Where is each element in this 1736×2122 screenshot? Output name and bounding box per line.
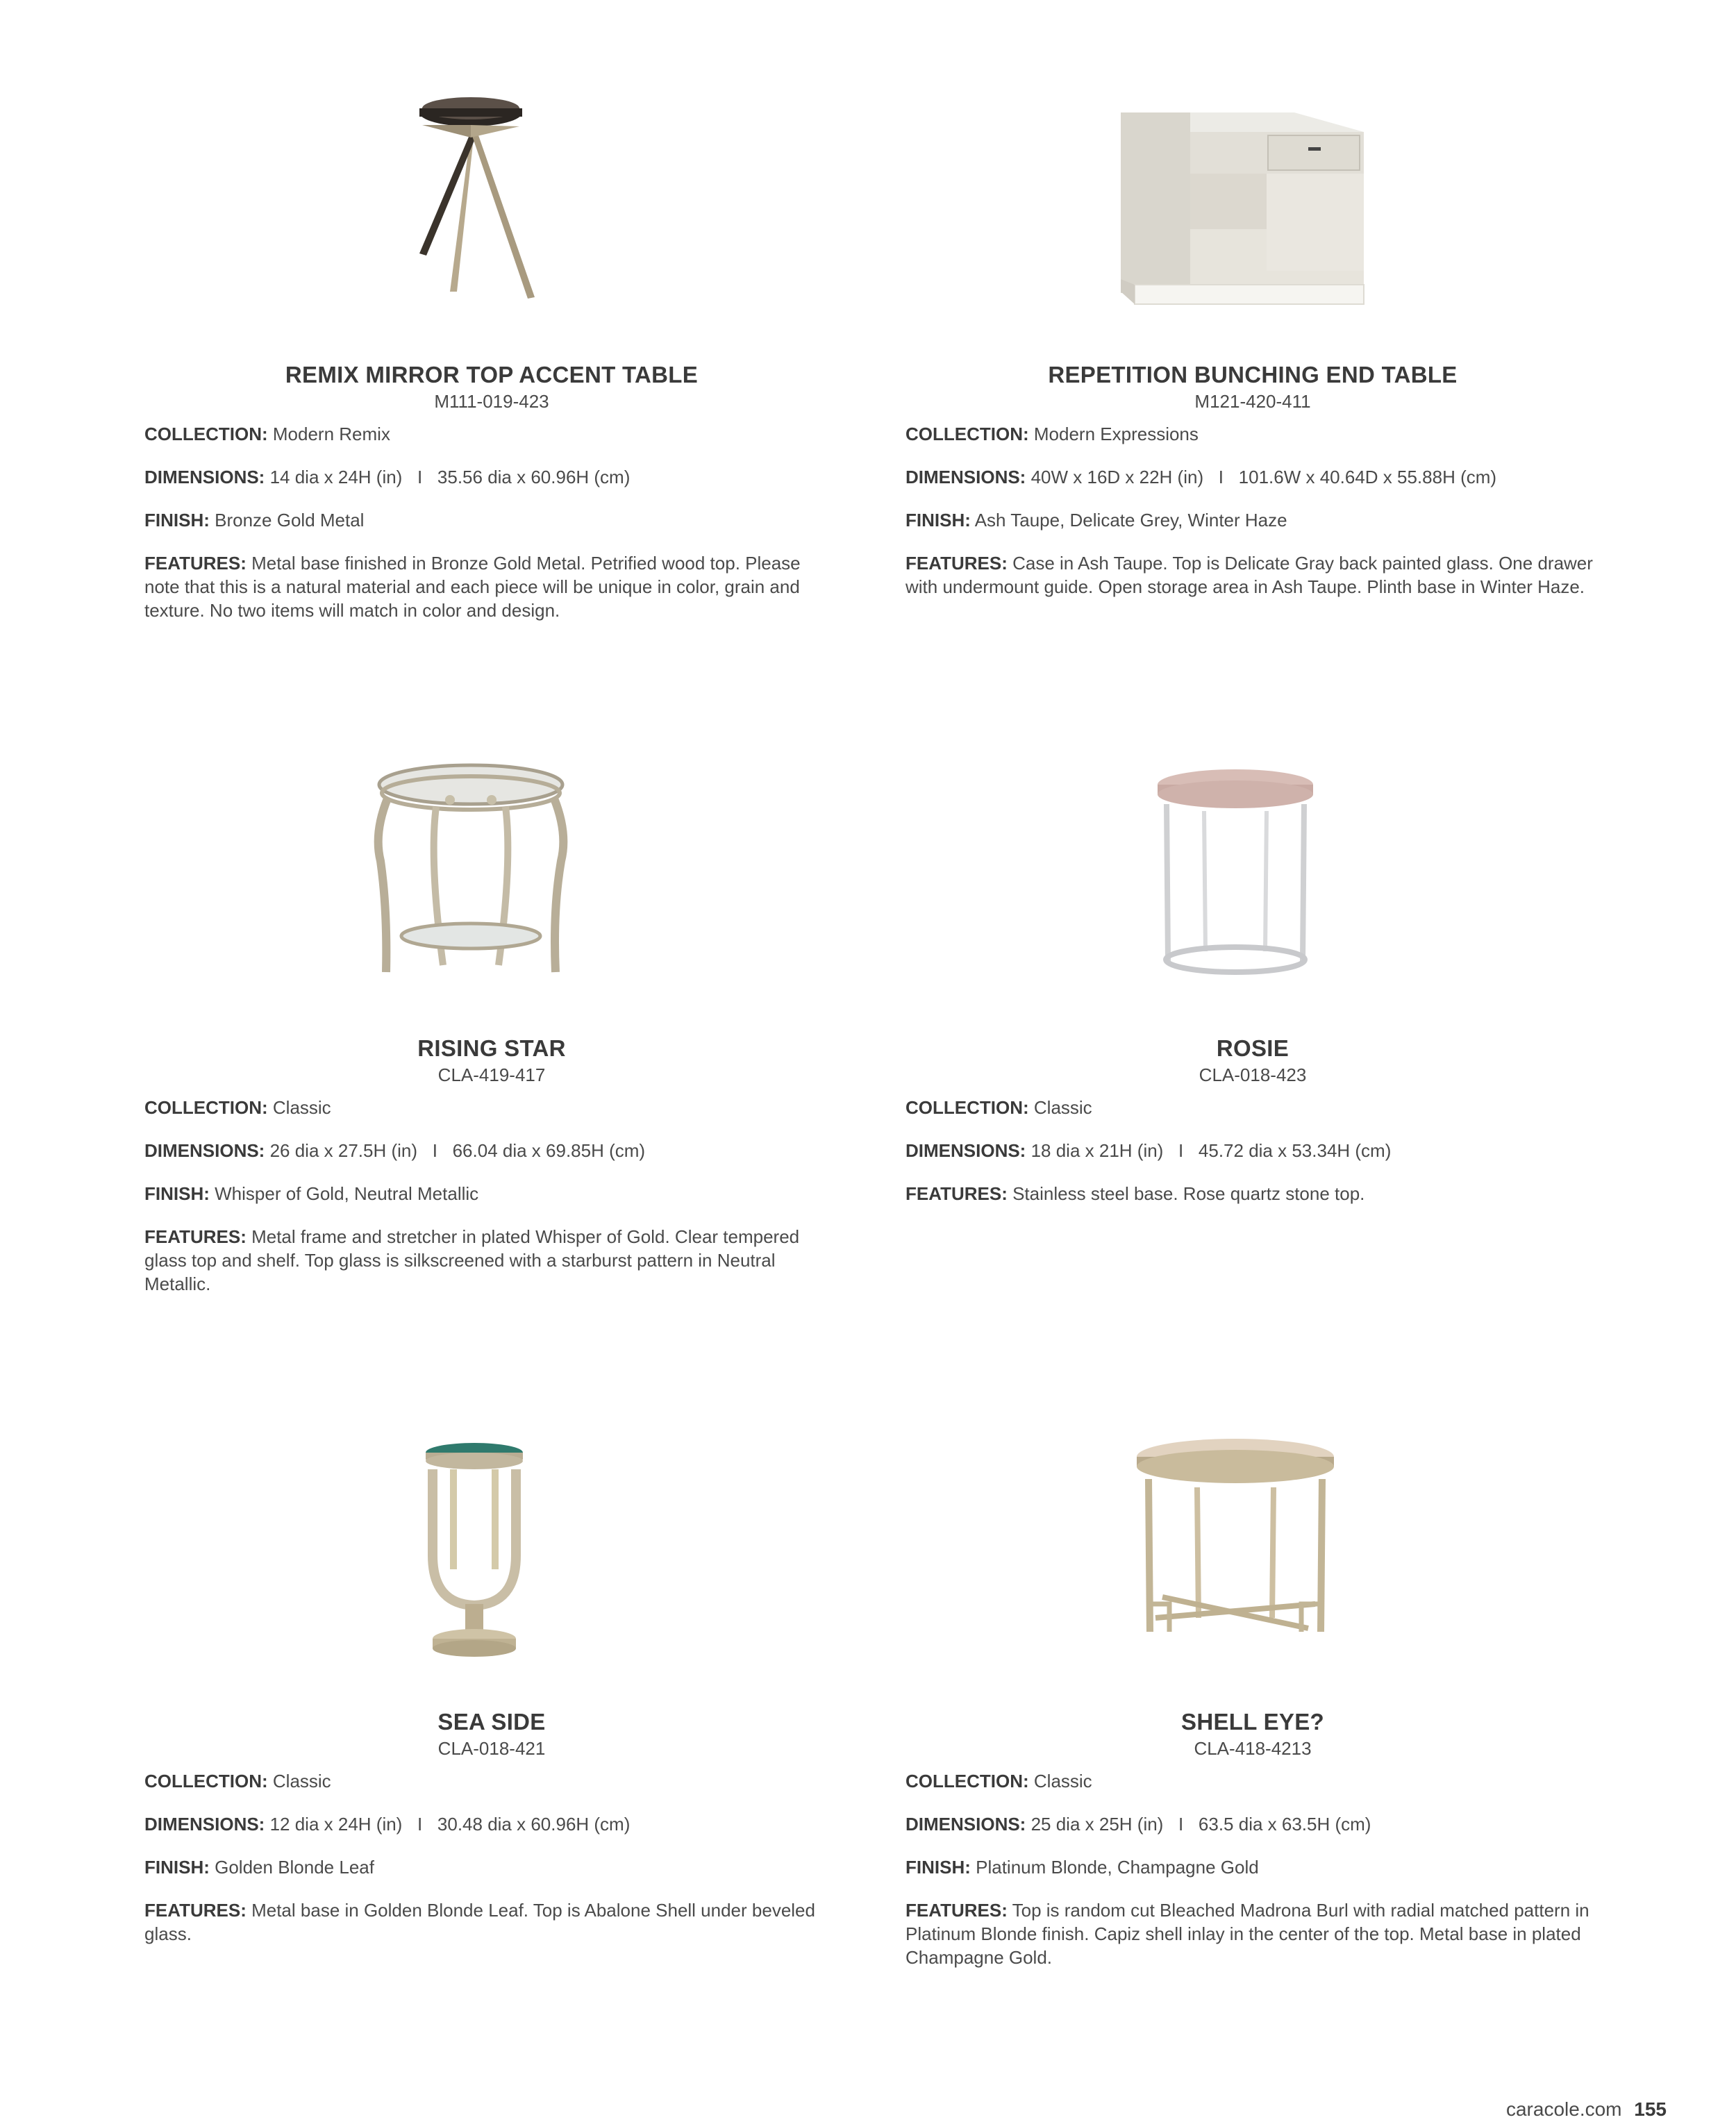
product-image-remix <box>144 83 839 347</box>
spec-collection: COLLECTION: Classic <box>144 1097 331 1118</box>
product-sku: CLA-018-423 <box>1199 1064 1307 1085</box>
product-sku: CLA-418-4213 <box>1194 1738 1312 1759</box>
product-title: ROSIE <box>1216 1035 1290 1061</box>
product-card-remix <box>144 83 839 622</box>
round-quartz-table-illustration <box>905 757 1600 1021</box>
page-footer <box>1506 2098 1667 2121</box>
product-title: RISING STAR <box>417 1035 566 1061</box>
burl-top-table-illustration <box>905 1430 1600 1694</box>
spec-dimensions: DIMENSIONS: 12 dia x 24H (in) I 30.48 dia x 60.96H (cm) <box>144 1814 631 1835</box>
spec-dimensions: DIMENSIONS: 26 dia x 27.5H (in) I 66.04 dia x 69.85H (cm) <box>144 1140 646 1161</box>
product-image-repetition <box>905 83 1600 347</box>
product-card-shell-eye <box>905 1430 1600 1969</box>
spec-finish: FINISH: Whisper of Gold, Neutral Metallic <box>144 1183 479 1204</box>
spec-features: FEATURES: Case in Ash Taupe. Top is Delicate Gray back painted glass. One drawer with undermount guide. Open storage area in Ash Taupe. Plinth base in Winter Haze. <box>905 553 1593 597</box>
accent-table-illustration <box>144 83 839 347</box>
round-glass-table-illustration <box>144 757 839 1021</box>
product-title: REMIX MIRROR TOP ACCENT TABLE <box>285 362 699 387</box>
spec-features: FEATURES: Metal base in Golden Blonde Leaf. Top is Abalone Shell under beveled glass. <box>144 1900 815 1944</box>
spec-collection: COLLECTION: Modern Remix <box>144 424 390 444</box>
page-number: 155 <box>1634 2098 1667 2120</box>
product-sku: M121-420-411 <box>1194 391 1311 412</box>
product-image-rosie <box>905 757 1600 1021</box>
spec-features: FEATURES: Top is random cut Bleached Madrona Burl with radial matched pattern in Platinum Blonde finish. Capiz shell inlay in the center of the top. Metal base in plated Champagne Gold. <box>905 1900 1589 1968</box>
spec-dimensions: DIMENSIONS: 18 dia x 21H (in) I 45.72 dia x 53.34H (cm) <box>905 1140 1392 1161</box>
product-card-rising-star <box>144 757 839 1296</box>
spec-dimensions: DIMENSIONS: 25 dia x 25H (in) I 63.5 dia x 63.5H (cm) <box>905 1814 1371 1835</box>
end-table-illustration <box>905 83 1600 347</box>
product-card-rosie <box>905 757 1600 1205</box>
product-card-repetition <box>905 83 1600 599</box>
spec-features: FEATURES: Metal base finished in Bronze Gold Metal. Petrified wood top. Please note that this is a natural material and each piece will be unique in color, grain and texture. No two items will match in color and design. <box>144 553 801 621</box>
product-title: REPETITION BUNCHING END TABLE <box>1048 362 1458 387</box>
product-title: SEA SIDE <box>437 1709 546 1735</box>
product-image-shell-eye <box>905 1430 1600 1694</box>
spec-dimensions: DIMENSIONS: 14 dia x 24H (in) I 35.56 dia x 60.96H (cm) <box>144 467 631 487</box>
product-sku: M111-019-423 <box>434 391 549 412</box>
spec-collection: COLLECTION: Classic <box>905 1097 1092 1118</box>
footer-website: caracole.com <box>1505 2098 1622 2120</box>
spec-finish: FINISH: Bronze Gold Metal <box>144 510 365 530</box>
spec-collection: COLLECTION: Classic <box>144 1771 331 1791</box>
product-image-rising-star <box>144 757 839 1021</box>
product-card-sea-side <box>144 1430 839 1946</box>
pedestal-table-illustration <box>144 1430 839 1694</box>
spec-finish: FINISH: Ash Taupe, Delicate Grey, Winter Haze <box>905 510 1287 530</box>
product-sku: CLA-018-421 <box>437 1738 546 1759</box>
spec-features: FEATURES: Stainless steel base. Rose quartz stone top. <box>905 1183 1365 1204</box>
spec-features: FEATURES: Metal frame and stretcher in plated Whisper of Gold. Clear tempered glass top and shelf. Top glass is silkscreened with a starburst pattern in Neutral Metallic. <box>144 1226 800 1294</box>
product-sku: CLA-419-417 <box>437 1064 546 1085</box>
spec-collection: COLLECTION: Modern Expressions <box>905 424 1199 444</box>
product-image-sea-side <box>144 1430 839 1694</box>
product-title: SHELL EYE? <box>1181 1709 1324 1735</box>
spec-finish: FINISH: Golden Blonde Leaf <box>144 1857 374 1878</box>
spec-collection: COLLECTION: Classic <box>905 1771 1092 1791</box>
spec-dimensions: DIMENSIONS: 40W x 16D x 22H (in) I 101.6W x 40.64D x 55.88H (cm) <box>905 467 1497 487</box>
spec-finish: FINISH: Platinum Blonde, Champagne Gold <box>905 1857 1259 1878</box>
